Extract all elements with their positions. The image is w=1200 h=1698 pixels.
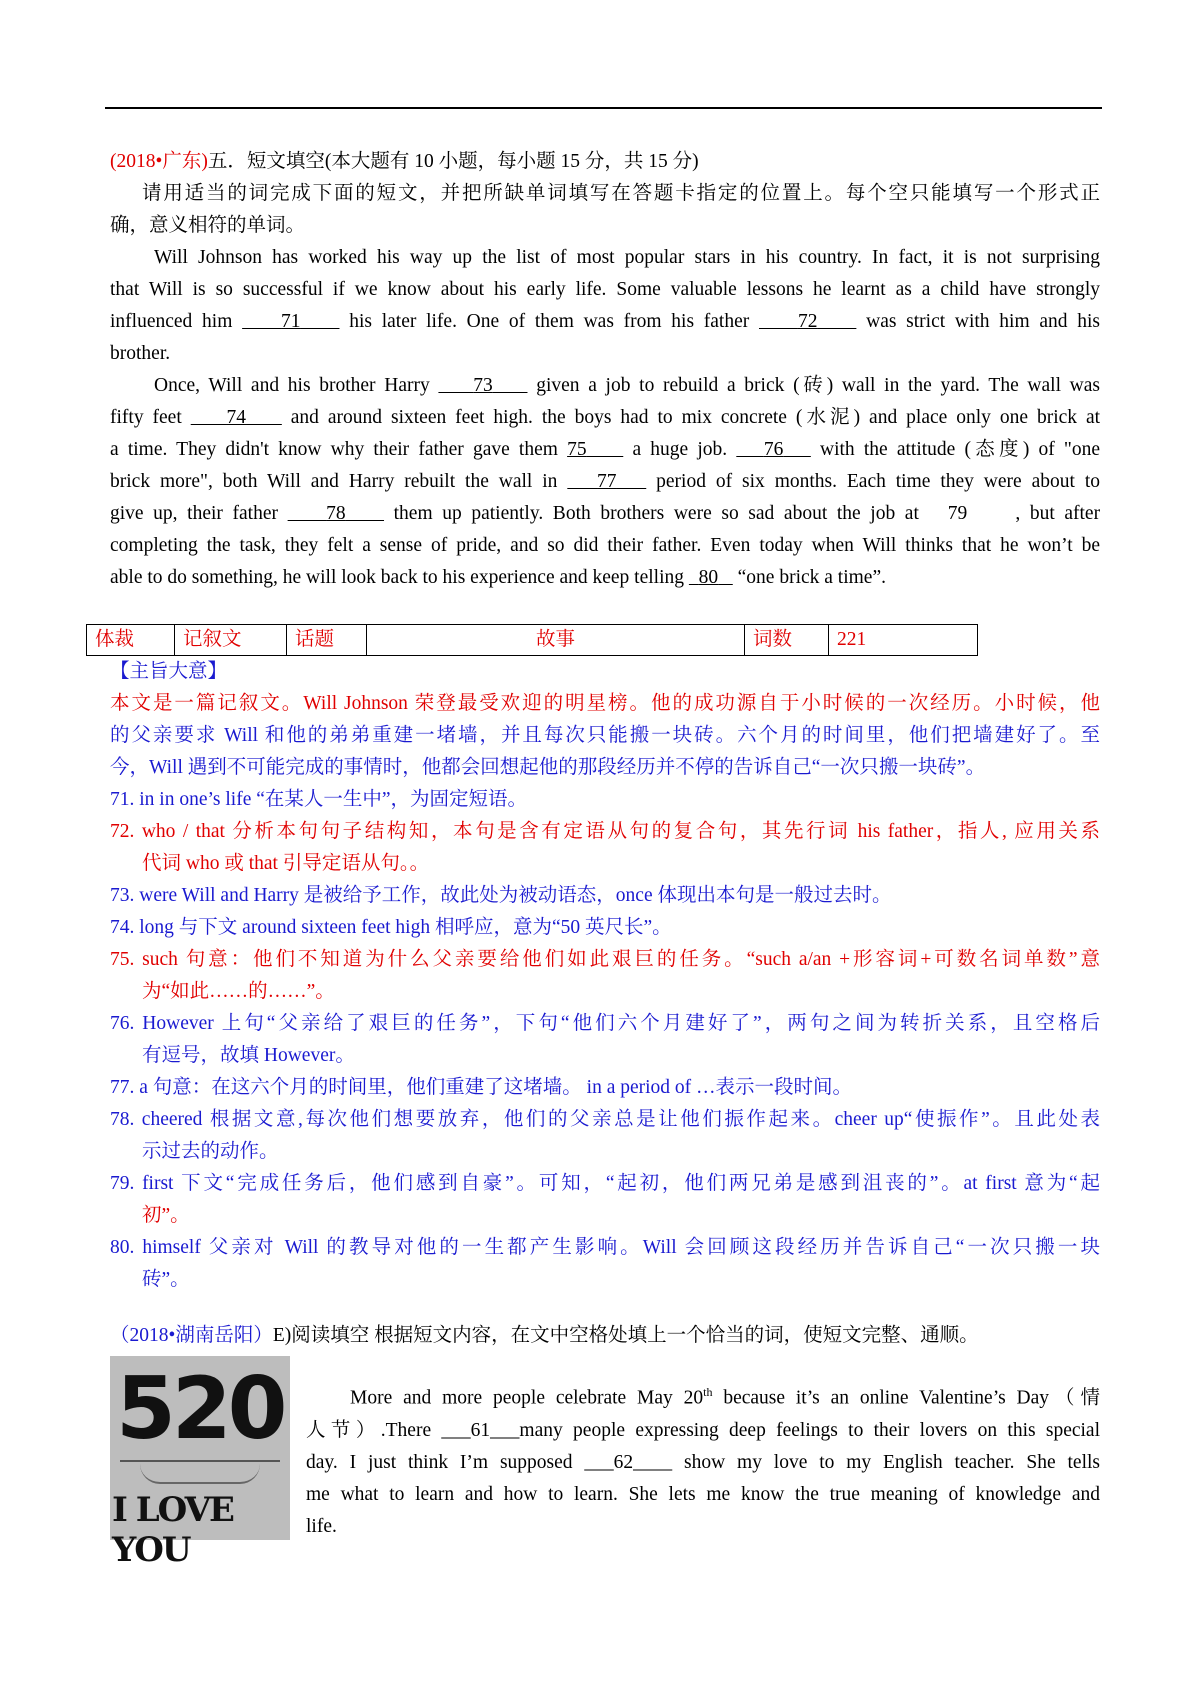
main-idea-line: 的父亲要求 Will 和他的弟弟重建一堵墙，并且每次只能搬一块砖。六个月的时间里，他们把墙建好了。至 xyxy=(110,725,1100,746)
answer-74: 74. long 与下文 around sixteen feet high 相呼应，意为“50 英尺长”。 xyxy=(110,917,672,938)
passage-text: his later life. One of them was from his father xyxy=(349,311,750,332)
answer-72: 72. who / that 分析本句句子结构知，本句是含有定语从句的复合句，其先行词 his father，指人, 应用关系 xyxy=(110,821,1100,842)
blank-61[interactable]: ___61___ xyxy=(441,1419,520,1441)
passage-text: give up, their father xyxy=(110,503,278,524)
blank-62[interactable]: ___62____ xyxy=(584,1451,673,1473)
topic-value: 故事 xyxy=(367,625,745,655)
info-table xyxy=(86,624,978,656)
passage-text: many people expressing deep feelings to their lovers on this special xyxy=(519,1419,1101,1441)
passage-text: was strict with him and his xyxy=(866,311,1101,332)
passage-text: and around sixteen feet high. the boys had to mix concrete (水泥) and place only one brick at xyxy=(290,407,1101,428)
passage-text: a time. They didn't know why their father gave them xyxy=(110,439,558,460)
answer-75: 75. such 句意：他们不知道为什么父亲要给他们如此艰巨的任务。“such a/an +形容词+可数名词单数”意 xyxy=(110,949,1100,970)
header-rule xyxy=(105,107,1102,109)
answer-71: 71. in in one’s life “在某人一生中”，为固定短语。 xyxy=(110,789,528,810)
passage-line: that Will is so successful if we know about his early life. Some valuable lessons he learnt as a child have strongly xyxy=(110,279,1100,300)
question-1 xyxy=(110,146,1100,594)
passage-text: day. I just think I’m supposed xyxy=(306,1451,573,1473)
passage-text: influenced him xyxy=(110,311,233,332)
blank-75[interactable]: 75 xyxy=(567,439,587,460)
passage-text: them up patiently. Both brothers were so sad about the job at xyxy=(393,503,919,524)
answer-73: 73. were Will and Harry 是被给予工作，故此处为被动语态，once 体现出本句是一般过去时。 xyxy=(110,885,892,906)
q1-heading xyxy=(110,146,1100,178)
passage-line xyxy=(306,1447,1100,1479)
passage-text: brick more", both Will and Harry rebuilt the wall in xyxy=(110,471,558,492)
answer-80-cont: 砖”。 xyxy=(142,1269,190,1290)
blank-71[interactable]: 71 xyxy=(281,311,301,332)
main-idea-title: 【主旨大意】 xyxy=(110,661,228,682)
blank-80[interactable]: 80 xyxy=(698,567,719,588)
passage-line xyxy=(110,402,1100,434)
passage-line xyxy=(110,562,1100,594)
passage-text: because it’s an online Valentine’s Day（情 xyxy=(723,1387,1100,1409)
answer-79: 79. first 下文“完成任务后，他们感到自豪”。可知，“起初，他们两兄弟是感到沮丧的”。at first 意为“起 xyxy=(110,1173,1100,1194)
passage-line xyxy=(306,1415,1100,1447)
genre-label: 体裁 xyxy=(87,625,175,655)
love-logo-image xyxy=(110,1356,290,1570)
passage-line: brother. xyxy=(110,343,171,364)
q1-instruction-1: 请用适当的词完成下面的短文，并把所缺单词填写在答题卡指定的位置上。每个空只能填写一个形式正 xyxy=(142,183,1100,204)
passage-line: Will Johnson has worked his way up the list of most popular stars in his country. In fact, it is not surprising xyxy=(154,247,1100,268)
passage-text: with the attitude (态度) of "one xyxy=(820,439,1101,460)
superscript: th xyxy=(703,1385,713,1399)
passage-text: Once, Will and his brother Harry xyxy=(154,375,430,396)
passage-text: period of six months. Each time they were about to xyxy=(656,471,1100,492)
passage-text: 人节）.There xyxy=(306,1419,432,1441)
logo-ornament xyxy=(140,1464,260,1484)
passage-line xyxy=(110,370,1100,402)
blank-74[interactable]: 74 xyxy=(226,407,247,428)
passage-text: fifty feet xyxy=(110,407,182,428)
passage-text: “one brick a time”. xyxy=(737,567,886,588)
q1-instruction-2: 确，意义相符的单词。 xyxy=(110,215,306,236)
blank-73[interactable]: 73 xyxy=(473,375,493,396)
passage-text: show my love to my English teacher. She tells xyxy=(684,1451,1100,1473)
q2-heading-text: E)阅读填空 根据短文内容，在文中空格处填上一个恰当的词，使短文完整、通顺。 xyxy=(272,1325,979,1346)
q1-heading-text: 五．短文填空(本大题有 10 小题，每小题 15 分，共 15 分) xyxy=(207,151,699,172)
words-value: 221 xyxy=(837,629,867,650)
answer-76-cont: 有逗号，故填 However。 xyxy=(142,1045,355,1066)
q2-source: （2018•湖南岳阳） xyxy=(110,1325,273,1346)
answer-75-cont: 为“如此……的……”。 xyxy=(142,981,335,1002)
genre-value: 记叙文 xyxy=(175,625,287,655)
blank-78[interactable]: 78 xyxy=(326,503,346,524)
answer-79-cont: 初”。 xyxy=(142,1205,190,1226)
passage-line xyxy=(110,466,1100,498)
answer-78-cont: 示过去的动作。 xyxy=(142,1141,279,1162)
passage-text: More and more people celebrate May 20 xyxy=(350,1387,704,1409)
q1-source: (2018•广东) xyxy=(110,151,208,172)
logo-number: 520 xyxy=(116,1359,284,1459)
topic-label: 话题 xyxy=(287,625,367,655)
passage-line: me what to learn and how to learn. She lets me know the true meaning of knowledge and xyxy=(306,1483,1100,1505)
logo-text: I LOVE YOU xyxy=(112,1490,233,1570)
passage-text: given a job to rebuild a brick (砖) wall in the yard. The wall was xyxy=(536,375,1101,396)
answer-72-cont: 代词 who 或 that 引导定语从句。。 xyxy=(142,853,430,874)
passage-line xyxy=(110,498,1100,530)
q2-passage xyxy=(306,1376,1100,1543)
passage-line: life. xyxy=(306,1515,337,1537)
blank-77[interactable]: 77 xyxy=(597,471,617,492)
passage-text: a huge job. xyxy=(632,439,728,460)
passage-line xyxy=(306,1376,1100,1415)
passage-text: able to do something, he will look back to his experience and keep telling xyxy=(110,567,685,588)
answer-76: 76. However 上句“父亲给了艰巨的任务”，下句“他们六个月建好了”，两句之间为转折关系，且空格后 xyxy=(110,1013,1100,1034)
logo-divider xyxy=(120,1460,280,1462)
passage-line xyxy=(110,306,1100,338)
answer-section xyxy=(110,656,1100,1296)
blank-79[interactable]: 79 xyxy=(947,503,968,524)
question-2-heading xyxy=(110,1320,1100,1352)
answer-78: 78. cheered 根据文意,每次他们想要放弃，他们的父亲总是让他们振作起来。cheer up“使振作”。且此处表 xyxy=(110,1109,1100,1130)
passage-line: completing the task, they felt a sense of pride, and so did their father. Even today when Will thinks that he won’t be xyxy=(110,535,1100,556)
passage-text: , but after xyxy=(1015,503,1101,524)
answer-80: 80. himself 父亲对 Will 的教导对他的一生都产生影响。Will 会回顾这段经历并告诉自己“一次只搬一块 xyxy=(110,1237,1100,1258)
passage-line xyxy=(110,434,1100,466)
blank-76[interactable]: 76 xyxy=(763,439,784,460)
main-idea-line: 本文是一篇记叙文。Will Johnson 荣登最受欢迎的明星榜。他的成功源自于小时候的一次经历。小时候，他 xyxy=(110,693,1100,714)
main-idea-line: 今，Will 遇到不可能完成的事情时，他都会回想起他的那段经历并不停的告诉自己“一次只搬一块砖”。 xyxy=(110,757,986,778)
answer-77: 77. a 句意：在这六个月的时间里，他们重建了这堵墙。 in a period of …表示一段时间。 xyxy=(110,1077,853,1098)
blank-72[interactable]: 72 xyxy=(797,311,818,332)
words-label: 词数 xyxy=(745,625,829,655)
